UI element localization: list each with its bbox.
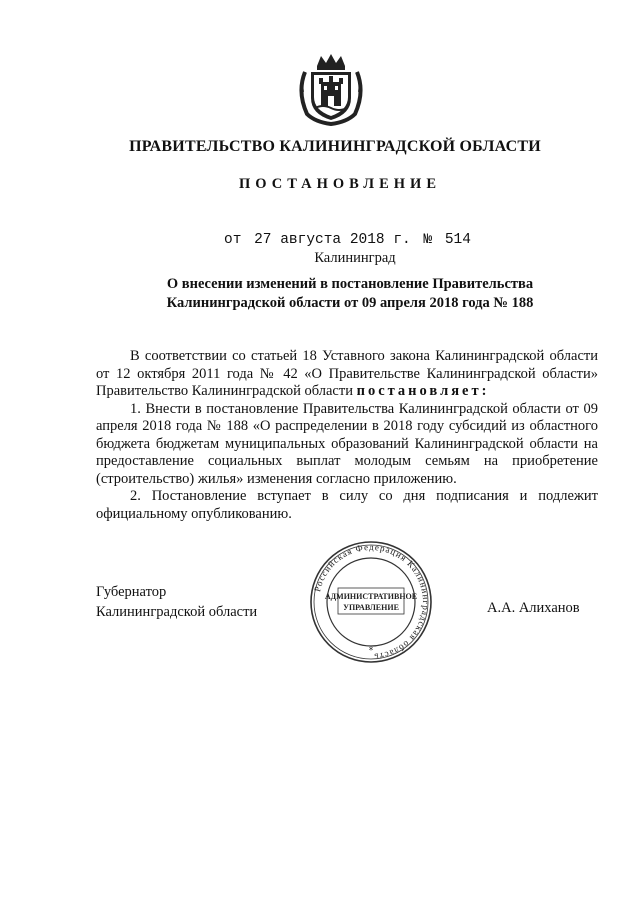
- document-date: 27 августа 2018 г.: [254, 232, 411, 248]
- signer-position: [96, 582, 257, 622]
- signer-position-line: Губернатор: [96, 584, 167, 600]
- date-number-line: [224, 232, 475, 248]
- document-subject: [130, 275, 570, 313]
- resolves-word: постановляет:: [356, 383, 490, 399]
- item-1-paragraph: 1. Внести в постановление Правительства Калининградской области от 09 апреля 2018 года № 188 «О распределении в 2018 году субсидий из областного бюджета бюджетам муниципальных образований Калининградской области на предоставление социальных выплат молодым семьям на приобретение (строительство) жилья» изменения согласно приложению.: [96, 400, 598, 487]
- preamble-text: В соответствии со статьей 18 Уставного закона Калининградской области от 12 октября 2011 года № 42 «О Правительстве Калининградской области» Правительство Калининградской области: [96, 348, 598, 399]
- number-sign: №: [423, 232, 433, 248]
- subject-line: Калининградской области от 09 апреля 2018 года № 188: [166, 295, 534, 311]
- seal-ring-text: Российская Федерация Калининградская область: [312, 541, 432, 662]
- official-seal-icon: [302, 540, 440, 664]
- svg-text:*: *: [368, 646, 374, 656]
- item-2-paragraph: 2. Постановление вступает в силу со дня подписания и подлежит официальному опубликованию.: [96, 488, 598, 522]
- seal-center-line: УПРАВЛЕНИЕ: [343, 603, 399, 612]
- signer-name: А.А. Алиханов: [487, 600, 580, 616]
- organization-title: ПРАВИТЕЛЬСТВО КАЛИНИНГРАДСКОЙ ОБЛАСТИ: [129, 138, 541, 155]
- city: Калининград: [314, 250, 396, 266]
- signer-position-line: Калининградской области: [96, 604, 258, 620]
- subject-line: О внесении изменений в постановление Правительства: [166, 276, 534, 292]
- preamble-paragraph: [96, 348, 598, 401]
- coat-of-arms-icon: [295, 52, 367, 126]
- date-prefix: от: [224, 232, 242, 248]
- seal-center-line: АДМИНИСТРАТИВНОЕ: [324, 592, 418, 601]
- document-body: [96, 348, 598, 523]
- document-number: 514: [444, 232, 471, 248]
- document-type: ПОСТАНОВЛЕНИЕ: [238, 176, 441, 192]
